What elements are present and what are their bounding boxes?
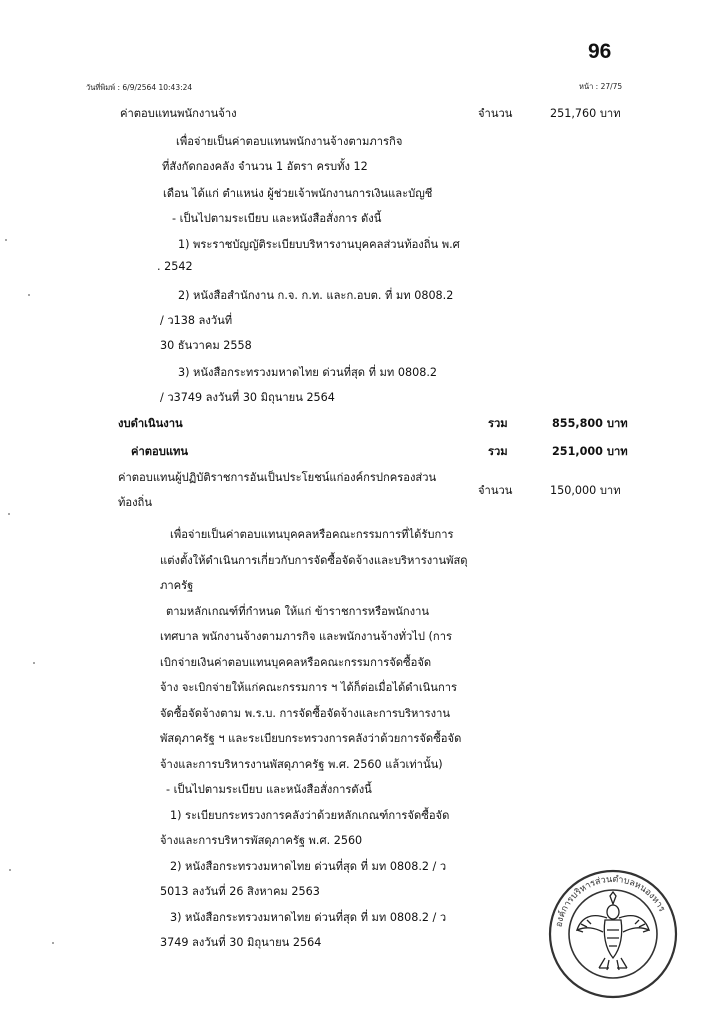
body-line: จัดซื้อจัดจ้างตาม พ.ร.บ. การจัดซื้อจัดจ้างและการบริหารงาน: [160, 707, 451, 720]
body-line: จ้างและการบริหารพัสดุภาครัฐ พ.ศ. 2560: [160, 834, 363, 847]
body-line: - เป็นไปตามระเบียบ และหนังสือสั่งการดังนี้: [166, 783, 372, 796]
total-label: รวม: [488, 445, 508, 458]
body-line: - เป็นไปตามระเบียบ และหนังสือสั่งการ ดังนี้: [172, 212, 382, 225]
body-line: 2) หนังสือสำนักงาน ก.จ. ก.ท. และก.อบต. ที่ มท 0808.2: [178, 289, 454, 302]
seal-ring-text: องค์การบริหารส่วนตำบลหนองหาร: [554, 874, 667, 929]
body-line: พัสดุภาครัฐ ฯ และระเบียบกระทรวงการคลังว่าด้วยการจัดซื้อจัด: [160, 732, 462, 745]
scan-speck: [33, 662, 35, 664]
body-line: / ว138 ลงวันที่: [160, 314, 233, 327]
body-line: 1) ระเบียบกระทรวงการคลังว่าด้วยหลักเกณฑ์การจัดซื้อจัด: [170, 809, 450, 822]
section-title-practitioner-compensation-cont: ท้องถิ่น: [118, 496, 152, 509]
body-line: 3) หนังสือกระทรวงมหาดไทย ด่วนที่สุด ที่ มท 0808.2 / ว: [170, 911, 447, 924]
amount-compensation: 251,000 บาท: [552, 445, 628, 458]
section-title-employee-compensation: ค่าตอบแทนพนักงานจ้าง: [120, 107, 237, 120]
body-line: เทศบาล พนักงานจ้างตามภารกิจ และพนักงานจ้างทั่วไป (การ: [160, 630, 452, 643]
body-line: ภาครัฐ: [160, 579, 194, 592]
section-title-compensation: ค่าตอบแทน: [131, 445, 189, 458]
body-line: แต่งตั้งให้ดำเนินการเกี่ยวกับการจัดซื้อจัดจ้างและบริหารงานพัสดุ: [160, 554, 468, 567]
body-line: เพื่อจ่ายเป็นค่าตอบแทนบุคคลหรือคณะกรรมการที่ได้รับการ: [170, 528, 454, 541]
qty-label: จำนวน: [478, 484, 513, 497]
printed-date: วันที่พิมพ์ : 6/9/2564 10:43:24: [86, 83, 193, 92]
amount-employee-compensation: 251,760 บาท: [550, 107, 621, 120]
body-line: 30 ธันวาคม 2558: [160, 339, 252, 352]
scan-speck: [8, 513, 10, 515]
amount-practitioner-compensation: 150,000 บาท: [550, 484, 621, 497]
qty-label: จำนวน: [478, 107, 513, 120]
body-line: 3749 ลงวันที่ 30 มิถุนายน 2564: [160, 936, 322, 949]
body-line: / ว3749 ลงวันที่ 30 มิถุนายน 2564: [160, 391, 335, 404]
body-line: เพื่อจ่ายเป็นค่าตอบแทนพนักงานจ้างตามภารกิจ: [176, 135, 403, 148]
body-line: จ้าง จะเบิกจ่ายให้แก่คณะกรรมการ ฯ ได้ก็ต่อเมื่อได้ดำเนินการ: [160, 681, 458, 694]
scan-speck: [28, 294, 30, 296]
body-line: 3) หนังสือกระทรวงมหาดไทย ด่วนที่สุด ที่ มท 0808.2: [178, 366, 438, 379]
body-line: เบิกจ่ายเงินค่าตอบแทนบุคคลหรือคณะกรรมการจัดซื้อจัด: [160, 656, 432, 669]
amount-operations-budget: 855,800 บาท: [552, 417, 628, 430]
scan-speck: [5, 239, 7, 241]
official-garuda-seal: [547, 868, 679, 1000]
body-line: จ้างและการบริหารงานพัสดุภาครัฐ พ.ศ. 2560 แล้วเท่านั้น): [160, 758, 443, 771]
body-line: 5013 ลงวันที่ 26 สิงหาคม 2563: [160, 885, 320, 898]
body-line: 1) พระราชบัญญัติระเบียบบริหารงานบุคคลส่วนท้องถิ่น พ.ศ: [178, 238, 460, 251]
body-line: 2) หนังสือกระทรวงมหาดไทย ด่วนที่สุด ที่ มท 0808.2 / ว: [170, 860, 447, 873]
total-label: รวม: [488, 417, 508, 430]
sheet-indicator: หน้า : 27/75: [579, 82, 623, 91]
body-line: . 2542: [157, 260, 193, 273]
page-number: 96: [588, 40, 612, 63]
garuda-emblem-icon: [577, 892, 649, 970]
body-line: ที่สังกัดกองคลัง จำนวน 1 อัตรา ครบทั้ง 12: [162, 160, 368, 173]
scan-speck: [9, 869, 11, 871]
section-title-practitioner-compensation: ค่าตอบแทนผู้ปฏิบัติราชการอันเป็นประโยชน์แก่องค์กรปกครองส่วน: [118, 471, 437, 484]
section-title-operations-budget: งบดำเนินงาน: [118, 417, 183, 430]
body-line: เดือน ได้แก่ ตำแหน่ง ผู้ช่วยเจ้าพนักงานการเงินและบัญชี: [163, 187, 433, 200]
scan-speck: [52, 942, 54, 944]
body-line: ตามหลักเกณฑ์ที่กำหนด ให้แก่ ข้าราชการหรือพนักงาน: [166, 605, 430, 618]
